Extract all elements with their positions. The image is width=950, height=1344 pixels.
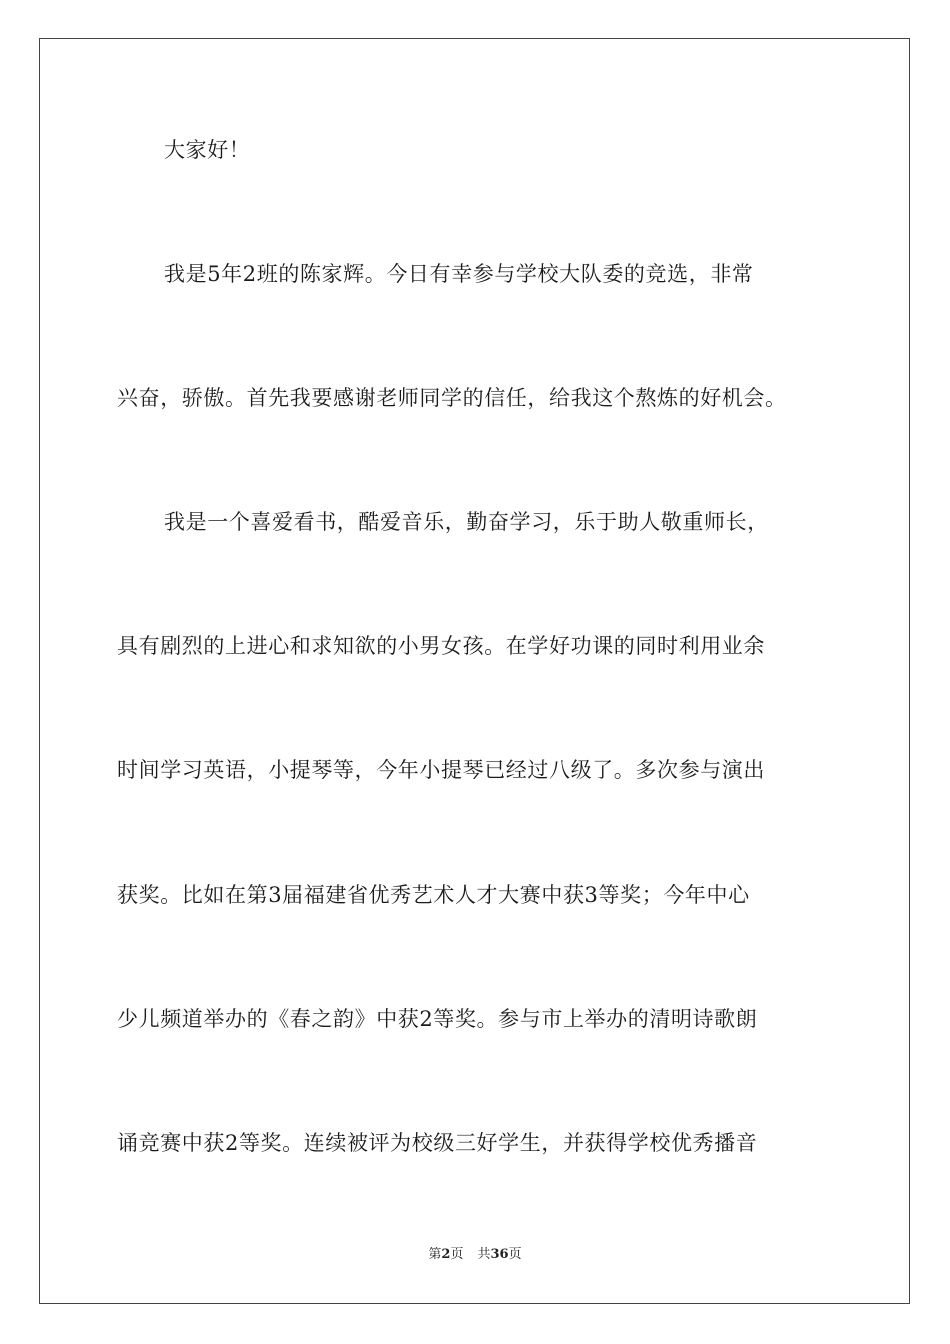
- paragraph-1-line-2: 兴奋，骄傲。首先我要感谢老师同学的信任，给我这个熬炼的好机会。: [117, 386, 787, 410]
- paragraph-2-line-5: 少儿频道举办的《春之韵》中获2等奖。参与市上举办的清明诗歌朗: [117, 1007, 758, 1031]
- page-prefix: 第: [428, 1247, 442, 1262]
- paragraph-2-line-3: 时间学习英语，小提琴等，今年小提琴已经过八级了。多次参与演出: [117, 758, 765, 782]
- paragraph-2-line-4: 获奖。比如在第3届福建省优秀艺术人才大赛中获3等奖；今年中心: [117, 883, 750, 907]
- paragraph-1-line-1: 我是5年2班的陈家辉。今日有幸参与学校大队委的竞选，非常: [164, 262, 754, 286]
- total-pages: 36: [490, 1247, 509, 1262]
- page-number: 2: [441, 1247, 451, 1262]
- greeting-line: 大家好！: [164, 138, 251, 162]
- page-suffix: 页: [450, 1247, 464, 1262]
- page-border: [39, 38, 910, 1304]
- page-footer: [0, 1246, 950, 1264]
- paragraph-2-line-1: 我是一个喜爱看书，酷爱音乐，勤奋学习，乐于助人敬重师长，: [164, 510, 769, 534]
- total-suffix: 页: [508, 1247, 522, 1262]
- paragraph-2-line-6: 诵竞赛中获2等奖。连续被评为校级三好学生，并获得学校优秀播音: [117, 1131, 758, 1155]
- total-prefix: 共: [477, 1247, 491, 1262]
- paragraph-2-line-2: 具有剧烈的上进心和求知欲的小男女孩。在学好功课的同时利用业余: [117, 634, 765, 658]
